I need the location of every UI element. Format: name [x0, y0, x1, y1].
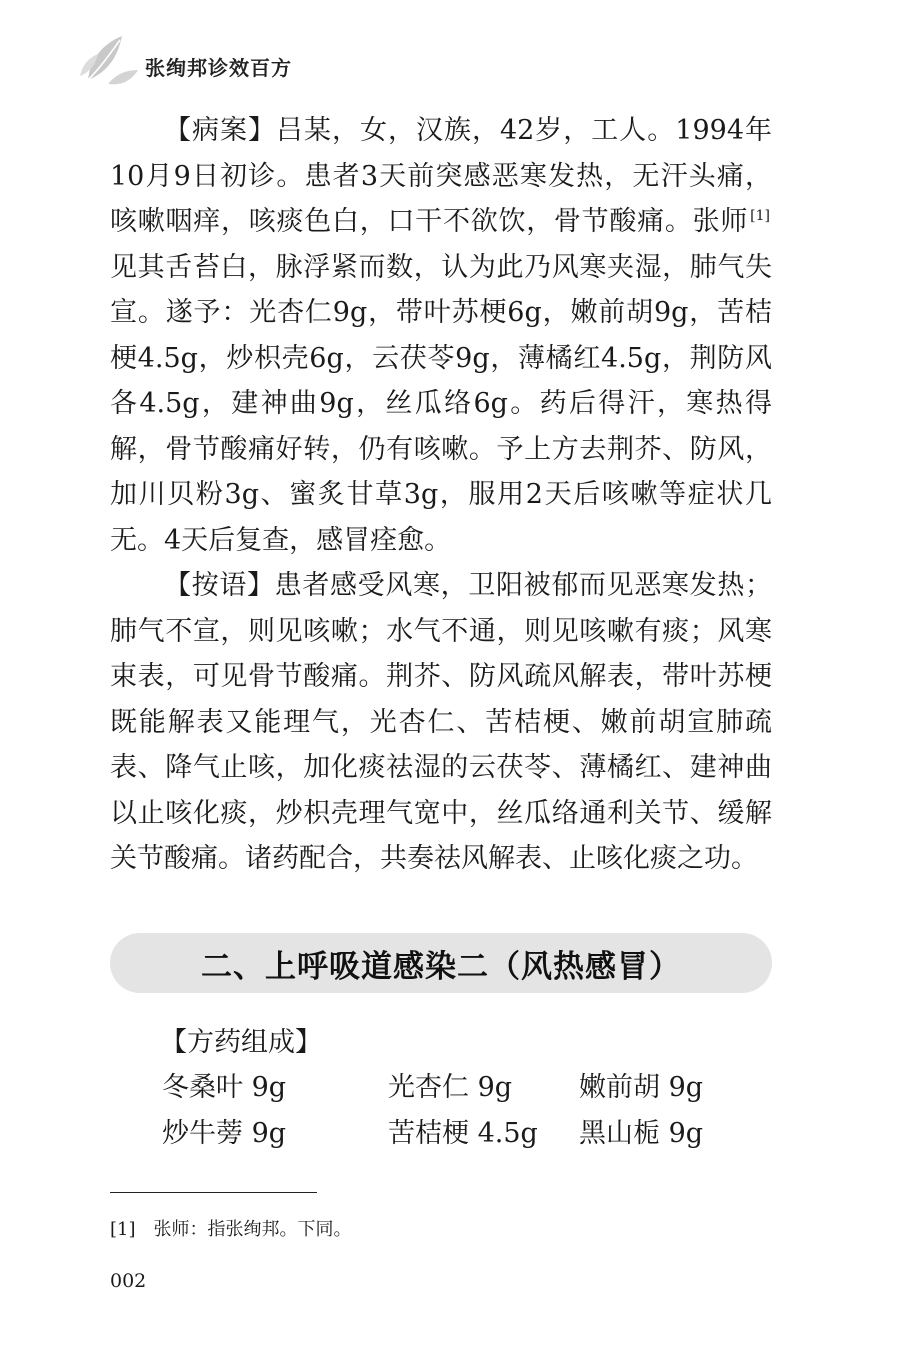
herb-item: 炒牛蒡 9g [162, 1118, 287, 1149]
case-label: 【病案】 [164, 115, 276, 146]
footnote-reference[interactable]: [1] [750, 208, 770, 224]
herb-item: 冬桑叶 9g [162, 1072, 287, 1103]
case-text-part1: 吕某，女，汉族，42岁，工人。1994年10月9日初诊。患者3天前突感恶寒发热，无汗头痛，咳嗽咽痒，咳痰色白，口干不欲饮，骨节酸痛。张师 [110, 115, 772, 237]
herb-item: 嫩前胡 9g [579, 1072, 704, 1103]
comment-text: 患者感受风寒，卫阳被郁而见恶寒发热；肺气不宣，则见咳嗽；水气不通，则见咳嗽有痰；风寒束表，可见骨节酸痛。荆芥、防风疏风解表，带叶苏梗既能解表又能理气，光杏仁、苦桔梗、嫩前胡宣肺疏表、降气止咳，加化痰祛湿的云茯苓、薄橘红、建神曲以止咳化痰，炒枳壳理气宽中，丝瓜络通利关节、缓解关节酸痛。诸药配合，共奏祛风解表、止咳化痰之功。 [110, 570, 773, 874]
leaf-icon [78, 30, 140, 88]
comment-label: 【按语】 [164, 570, 275, 601]
section-title: 二、上呼吸道感染二（风热感冒） [201, 948, 681, 985]
comment-paragraph [110, 563, 772, 882]
case-text-part2: 见其舌苔白，脉浮紧而数，认为此乃风寒夹湿，肺气失宣。遂予：光杏仁9g，带叶苏梗6g，嫩前胡9g，苦桔梗4.5g，炒枳壳6g，云茯苓9g，薄橘红4.5g，荆防风各4.5g，建神曲9g，丝瓜络6g。药后得汗，寒热得解，骨节酸痛好转，仍有咳嗽。予上方去荆芥、防风，加川贝粉3g、蜜炙甘草3g，服用2天后咳嗽等症状几无。4天后复查，感冒痊愈。 [110, 251, 772, 556]
section-banner [110, 933, 772, 993]
book-title: 张绚邦诊效百方 [145, 56, 292, 80]
footnote-text: 张师：指张绚邦。下同。 [153, 1219, 352, 1240]
body-text [110, 108, 772, 882]
formula-row [162, 1065, 762, 1111]
herb-item: 黑山栀 9g [579, 1118, 704, 1149]
footnote-divider [110, 1192, 317, 1193]
formula-heading: 【方药组成】 [160, 1027, 322, 1058]
footnote-mark: [1] [110, 1219, 136, 1240]
running-header [78, 30, 378, 90]
case-paragraph [110, 108, 772, 563]
herb-item: 苦桔梗 4.5g [388, 1118, 538, 1149]
formula-row [162, 1111, 762, 1157]
formula-list [162, 1065, 762, 1157]
herb-item: 光杏仁 9g [388, 1072, 513, 1103]
footnote [110, 1215, 352, 1241]
page-number: 002 [110, 1270, 147, 1292]
